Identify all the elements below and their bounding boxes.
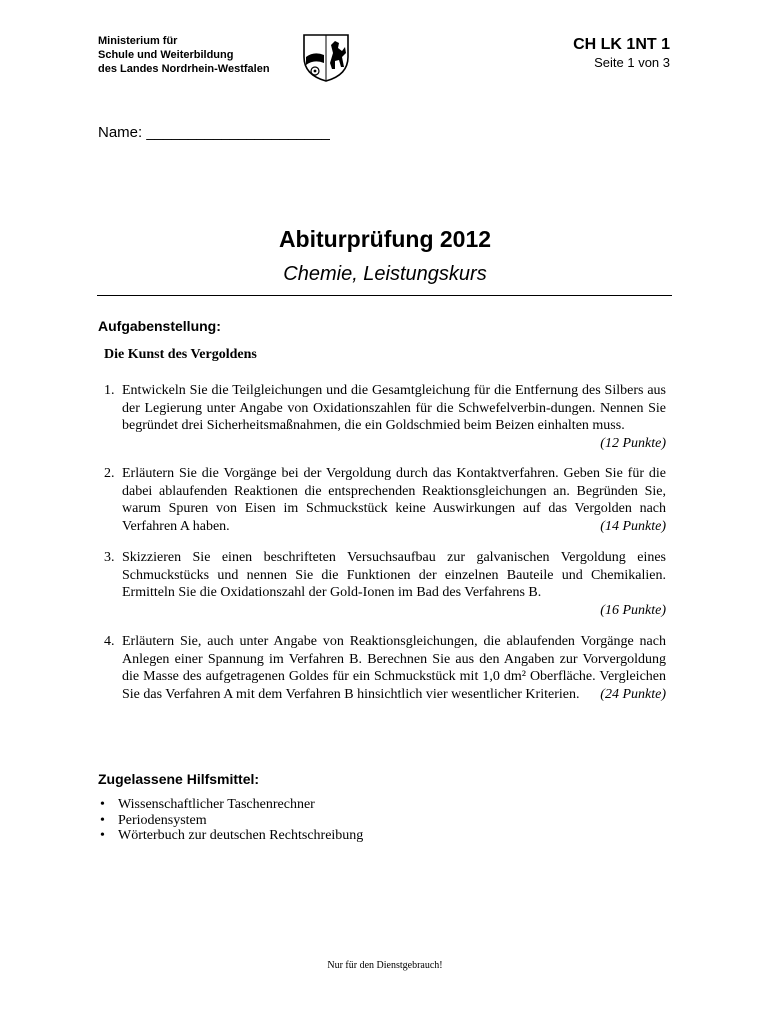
task-number: 1.	[104, 383, 115, 398]
page-subtitle: Chemie, Leistungskurs	[283, 263, 487, 285]
task-text: Erläutern Sie die Vorgänge bei der Vergoldung durch das Kontaktverfahren. Geben Sie für die dabei ablaufenden Reaktionen die entsprechenden Reaktionsgleichungen an. Begründen Sie, warum Spuren von Eisen im Schmuckstück keine Auswirkungen auf das Vergolden nach Verfahren A haben.	[122, 466, 666, 534]
ministry-name	[98, 34, 270, 76]
list-item	[98, 813, 363, 829]
bullet-icon: •	[100, 812, 105, 828]
aid-label: Periodensystem	[118, 812, 207, 828]
aid-label: Wörterbuch zur deutschen Rechtschreibung	[118, 828, 364, 843]
page-info: Seite 1 von 3	[594, 55, 670, 70]
exam-code: CH LK 1NT 1	[573, 36, 670, 53]
list-item	[98, 797, 363, 813]
task-text: Skizzieren Sie einen beschrifteten Versuchsaufbau zur galvanischen Vergoldung eines Schmuckstücks und nennen Sie die Funktionen der einzelnen Bauteile und Chemikalien. Ermitteln Sie die Oxidationszahl der Gold-Ionen im Bad des Verfahrens B.	[122, 550, 666, 600]
ministry-line: Ministerium für	[98, 35, 178, 47]
aids-list	[98, 797, 363, 844]
assignment-topic: Die Kunst des Vergoldens	[104, 347, 257, 362]
assignment-heading: Aufgabenstellung:	[98, 318, 221, 334]
aids-heading: Zugelassene Hilfsmittel:	[98, 771, 260, 787]
task-points: (14 Punkte)	[600, 518, 666, 534]
task-item	[104, 633, 666, 703]
task-item	[104, 465, 666, 535]
task-text: Erläutern Sie, auch unter Angabe von Reaktionsgleichungen, die ablaufenden Vorgänge nach Anlegen einer Spannung im Verfahren B. Berechnen Sie aus den Angaben zur Vorvergoldung die Masse des aufgetragenen Goldes für ein Schmuckstück mit 1,0 dm² Oberfläche. Vergleichen Sie das Verfahren A mit dem Verfahren B hinsichtlich vier wesentlicher Kriterien.	[122, 634, 666, 702]
ministry-line: Schule und Weiterbildung	[98, 49, 234, 61]
task-number: 3.	[104, 550, 115, 565]
title-divider	[97, 295, 672, 296]
footer-note: Nur für den Dienstgebrauch!	[327, 960, 443, 971]
page-title: Abiturprüfung 2012	[278, 226, 492, 252]
task-points: (16 Punkte)	[600, 602, 666, 618]
nrw-coat-of-arms-icon	[300, 33, 352, 83]
bullet-icon: •	[100, 828, 105, 843]
task-number: 2.	[104, 466, 115, 481]
aid-label: Wissenschaftlicher Taschenrechner	[118, 797, 315, 812]
task-number: 4.	[104, 634, 115, 649]
list-item	[98, 828, 363, 844]
task-item	[104, 549, 666, 619]
task-item	[104, 382, 666, 452]
bullet-icon: •	[100, 797, 105, 812]
name-field[interactable]: Name: ______________________	[98, 124, 330, 141]
task-points: (12 Punkte)	[600, 435, 666, 451]
ministry-line: des Landes Nordrhein-Westfalen	[98, 63, 270, 75]
task-text: Entwickeln Sie die Teilgleichungen und die Gesamtgleichung für die Entfernung des Silbers aus der Legierung unter Angabe von Oxidationszahlen für die Schwefelverbin-dungen. Nennen Sie begründet drei Sicherheitsmaßnahmen, die ein Goldschmied beim Beizen einhalten muss.	[122, 383, 666, 433]
task-points: (24 Punkte)	[600, 686, 666, 702]
